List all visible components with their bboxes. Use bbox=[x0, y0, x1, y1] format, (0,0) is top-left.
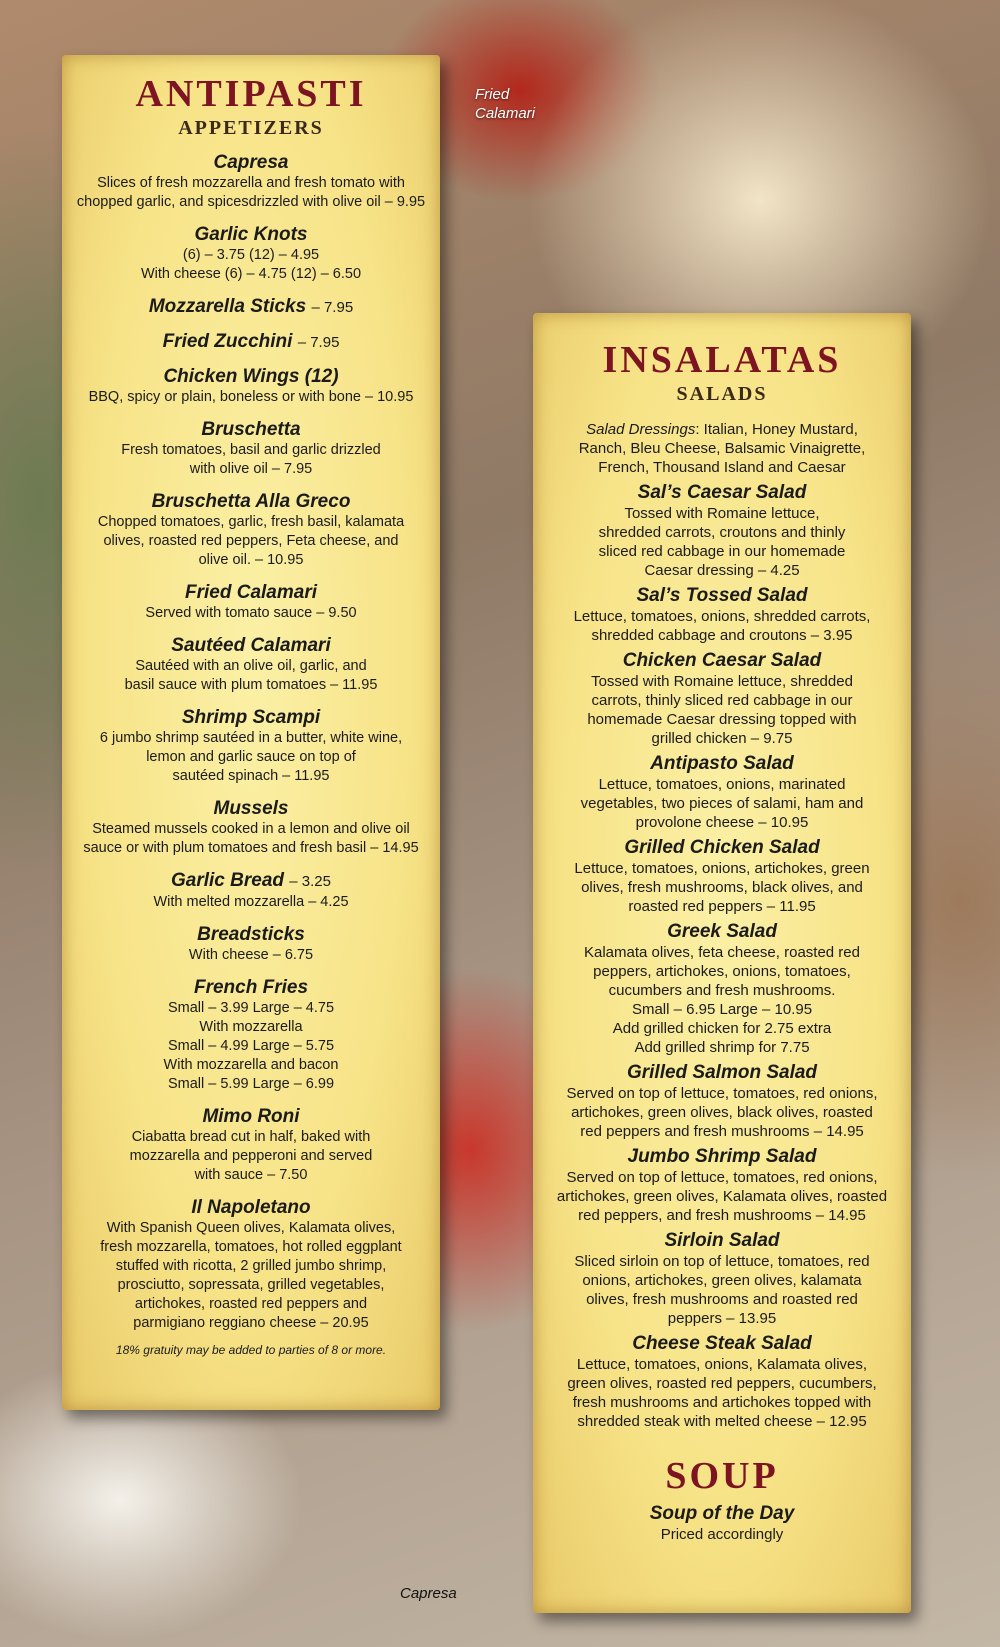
menu-item-description-line: peppers – 13.95 bbox=[667, 1310, 777, 1327]
menu-item-description-line: Sliced sirloin on top of lettuce, tomatoes, red bbox=[574, 1253, 870, 1270]
menu-item-description-line: Lettuce, tomatoes, onions, Kalamata olives, bbox=[576, 1356, 868, 1373]
calamari-photo-caption bbox=[475, 85, 535, 123]
gratuity-note: 18% gratuity may be added to parties of 8 or more. bbox=[115, 1343, 387, 1357]
menu-item-description-line: Fresh tomatoes, basil and garlic drizzled bbox=[121, 442, 381, 458]
menu-item-name-line bbox=[62, 1197, 440, 1219]
menu-item-description-line: artichokes, green olives, black olives, roasted bbox=[571, 1104, 873, 1121]
menu-item-name: Greek Salad bbox=[667, 921, 777, 942]
menu-item-description-line: Caesar dressing – 4.25 bbox=[644, 562, 800, 579]
menu-item-name-line bbox=[533, 650, 911, 672]
menu-item-description bbox=[62, 1128, 440, 1185]
menu-item-description-line: olives, fresh mushrooms, black olives, and bbox=[581, 879, 863, 896]
menu-item-description bbox=[533, 775, 911, 832]
menu-item-description-line: shredded carrots, croutons and thinly bbox=[598, 524, 846, 541]
menu-item-name: Grilled Salmon Salad bbox=[626, 1062, 818, 1083]
menu-item-name: Shrimp Scampi bbox=[181, 707, 321, 728]
menu-item-name-line bbox=[62, 224, 440, 246]
menu-item bbox=[62, 152, 440, 212]
menu-item-description-line: olives, roasted red peppers, Feta cheese, and bbox=[103, 533, 399, 549]
menu-item-description bbox=[62, 388, 440, 407]
dressings-label: Salad Dressings bbox=[586, 421, 696, 438]
menu-item-description-line: vegetables, two pieces of salami, ham and bbox=[580, 795, 864, 812]
menu-item-description-line: Ciabatta bread cut in half, baked with bbox=[131, 1129, 371, 1145]
menu-item bbox=[62, 707, 440, 786]
menu-item bbox=[533, 837, 911, 916]
menu-item-name: Bruschetta bbox=[201, 419, 301, 440]
menu-item-description-line: Tossed with Romaine lettuce, shredded bbox=[591, 673, 853, 690]
menu-item-name-line bbox=[533, 837, 911, 859]
menu-item-description bbox=[62, 513, 440, 570]
menu-item-description-line: Served with tomato sauce – 9.50 bbox=[145, 605, 357, 621]
menu-item-description-line: With mozzarella bbox=[199, 1019, 303, 1035]
menu-item-description-line: Small – 3.99 Large – 4.75 bbox=[167, 1000, 335, 1016]
menu-item-name-line bbox=[62, 1106, 440, 1128]
menu-item bbox=[62, 977, 440, 1094]
menu-item-name-line bbox=[533, 1146, 911, 1168]
menu-item-description-line: basil sauce with plum tomatoes – 11.95 bbox=[124, 677, 378, 693]
menu-item-name: Jumbo Shrimp Salad bbox=[627, 1146, 817, 1167]
menu-item-name-line bbox=[533, 585, 911, 607]
menu-item-description-line: Sautéed with an olive oil, garlic, and bbox=[135, 658, 367, 674]
menu-item-description bbox=[62, 820, 440, 858]
menu-item-description bbox=[533, 859, 911, 916]
menu-item-description-line: prosciutto, sopressata, grilled vegetables, bbox=[117, 1277, 385, 1293]
menu-item-description-line: onions, artichokes, green olives, kalamata bbox=[582, 1272, 862, 1289]
dressings-line: French, Thousand Island and Caesar bbox=[598, 459, 846, 476]
menu-item-name: Garlic Knots bbox=[194, 224, 308, 245]
menu-item-description-line: lemon and garlic sauce on top of bbox=[146, 749, 356, 765]
menu-item-price: – 7.95 bbox=[297, 334, 340, 351]
menu-item-name: Il Napoletano bbox=[191, 1197, 311, 1218]
menu-item-description-line: (6) – 3.75 (12) – 4.95 bbox=[182, 247, 320, 263]
menu-item-description-line: BBQ, spicy or plain, boneless or with bone – 10.95 bbox=[88, 389, 414, 405]
menu-item-description-line: sauce or with plum tomatoes and fresh basil – 14.95 bbox=[83, 840, 419, 856]
menu-item bbox=[62, 296, 440, 319]
menu-item bbox=[62, 419, 440, 479]
menu-item bbox=[62, 870, 440, 912]
menu-item bbox=[533, 585, 911, 645]
menu-item bbox=[62, 224, 440, 284]
menu-item-description bbox=[62, 999, 440, 1094]
menu-item-description-line: olive oil. – 10.95 bbox=[198, 552, 304, 568]
menu-item-name: Chicken Wings (12) bbox=[163, 366, 339, 387]
menu-item-name-line bbox=[62, 296, 440, 319]
menu-item-description-line: Add grilled chicken for 2.75 extra bbox=[612, 1020, 832, 1037]
menu-item bbox=[533, 753, 911, 832]
menu-item-description-line: peppers, artichokes, onions, tomatoes, bbox=[593, 963, 851, 980]
menu-item-description-line: fresh mozzarella, tomatoes, hot rolled eggplant bbox=[100, 1239, 402, 1255]
menu-item-name-line bbox=[533, 1230, 911, 1252]
menu-item bbox=[533, 1062, 911, 1141]
menu-item-name-line bbox=[62, 707, 440, 729]
menu-item-name-line bbox=[62, 635, 440, 657]
menu-item-description-line: Served on top of lettuce, tomatoes, red onions, bbox=[566, 1085, 878, 1102]
menu-item-description-line: Slices of fresh mozzarella and fresh tomato with bbox=[97, 175, 405, 191]
capresa-photo-caption: Capresa bbox=[400, 1585, 457, 1602]
menu-item-name: Breadsticks bbox=[197, 924, 305, 945]
menu-item-description-line: With mozzarella and bacon bbox=[163, 1057, 339, 1073]
menu-item-description-line: With Spanish Queen olives, Kalamata olives, bbox=[106, 1220, 396, 1236]
menu-item-description bbox=[62, 946, 440, 965]
menu-item-description-line: red peppers and fresh mushrooms – 14.95 bbox=[580, 1123, 864, 1140]
menu-item-price: – 3.25 bbox=[289, 873, 331, 890]
menu-item-description-line: red peppers, and fresh mushrooms – 14.95 bbox=[578, 1207, 866, 1224]
menu-item bbox=[62, 1106, 440, 1185]
menu-item-description-line: shredded steak with melted cheese – 12.95 bbox=[577, 1413, 867, 1430]
menu-item bbox=[62, 331, 440, 354]
menu-item-name-line bbox=[533, 482, 911, 504]
menu-item-name: Mozzarella Sticks bbox=[148, 296, 307, 317]
salad-dressings bbox=[533, 420, 911, 477]
insalatas-subtitle: SALADS bbox=[676, 383, 768, 405]
menu-item-description bbox=[62, 1219, 440, 1333]
menu-item-name: Antipasto Salad bbox=[650, 753, 794, 774]
menu-item-description-line: carrots, thinly sliced red cabbage in our bbox=[591, 692, 853, 709]
menu-item bbox=[533, 650, 911, 748]
menu-item-description-line: Small – 4.99 Large – 5.75 bbox=[167, 1038, 335, 1054]
menu-item-name: Capresa bbox=[213, 152, 289, 173]
menu-item-name-line bbox=[62, 870, 440, 893]
menu-item-description-line: with sauce – 7.50 bbox=[194, 1167, 308, 1183]
insalatas-title: INSALATAS bbox=[602, 339, 842, 381]
menu-item-description-line: Kalamata olives, feta cheese, roasted red bbox=[584, 944, 860, 961]
menu-item-description bbox=[62, 246, 440, 284]
menu-item-description bbox=[533, 1084, 911, 1141]
menu-item-description-line: grilled chicken – 9.75 bbox=[651, 730, 793, 747]
dressings-line: Ranch, Bleu Cheese, Balsamic Vinaigrette, bbox=[578, 440, 866, 457]
menu-item-description-line: 6 jumbo shrimp sautéed in a butter, white wine, bbox=[99, 730, 403, 746]
insalatas-items-list bbox=[533, 482, 911, 1431]
menu-item-name: Sal’s Caesar Salad bbox=[637, 482, 807, 503]
menu-item-description bbox=[62, 657, 440, 695]
menu-item-description-line: olives, fresh mushrooms and roasted red bbox=[586, 1291, 858, 1308]
menu-item-description-line: Served on top of lettuce, tomatoes, red onions, bbox=[566, 1169, 878, 1186]
menu-item-name: Mimo Roni bbox=[202, 1106, 300, 1127]
menu-item-description-line: Small – 6.95 Large – 10.95 bbox=[631, 1001, 813, 1018]
menu-item-name-line bbox=[62, 798, 440, 820]
menu-item-description-line: fresh mushrooms and artichokes topped with bbox=[572, 1394, 872, 1411]
menu-item-description-line: shredded cabbage and croutons – 3.95 bbox=[591, 627, 853, 644]
menu-item bbox=[533, 921, 911, 1057]
menu-item-name: Mussels bbox=[213, 798, 289, 819]
menu-item-name-line bbox=[533, 753, 911, 775]
menu-item-name-line bbox=[62, 366, 440, 388]
menu-item-name-line bbox=[62, 582, 440, 604]
menu-item bbox=[62, 1197, 440, 1333]
menu-item-description bbox=[533, 672, 911, 748]
menu-item-description-line: Lettuce, tomatoes, onions, shredded carrots, bbox=[573, 608, 871, 625]
menu-item-name: French Fries bbox=[193, 977, 309, 998]
antipasti-title: ANTIPASTI bbox=[135, 73, 367, 115]
menu-item-description bbox=[533, 1252, 911, 1328]
calamari-caption-line: Fried bbox=[475, 86, 510, 103]
menu-item-description-line: chopped garlic, and spicesdrizzled with olive oil – 9.95 bbox=[76, 194, 426, 210]
menu-item-description-line: green olives, roasted red peppers, cucumbers, bbox=[567, 1375, 877, 1392]
menu-item bbox=[533, 1230, 911, 1328]
menu-item-description-line: Lettuce, tomatoes, onions, marinated bbox=[598, 776, 846, 793]
menu-item-name: Sautéed Calamari bbox=[171, 635, 331, 656]
menu-item-description bbox=[533, 1168, 911, 1225]
soup-section bbox=[533, 1457, 911, 1544]
menu-item-description-line: with olive oil – 7.95 bbox=[189, 461, 313, 477]
menu-item-description bbox=[533, 943, 911, 1057]
menu-item-name-line bbox=[62, 331, 440, 354]
insalatas-panel bbox=[533, 313, 911, 1613]
menu-item-description bbox=[533, 607, 911, 645]
menu-item-name-line bbox=[62, 491, 440, 513]
menu-item-name: Fried Calamari bbox=[185, 582, 317, 603]
menu-item-description-line: homemade Caesar dressing topped with bbox=[587, 711, 857, 728]
menu-item-description-line: artichokes, green olives, Kalamata olives, roasted bbox=[556, 1188, 888, 1205]
menu-item-description-line: Chopped tomatoes, garlic, fresh basil, kalamata bbox=[97, 514, 405, 530]
menu-item-description bbox=[62, 729, 440, 786]
menu-item-name-line bbox=[533, 1062, 911, 1084]
menu-item-name: Sirloin Salad bbox=[664, 1230, 780, 1251]
menu-item-description-line: mozzarella and pepperoni and served bbox=[129, 1148, 373, 1164]
soup-item-desc: Priced accordingly bbox=[660, 1526, 784, 1543]
menu-item-description-line: Lettuce, tomatoes, onions, artichokes, green bbox=[574, 860, 870, 877]
menu-item bbox=[62, 924, 440, 965]
menu-item-description-line: Steamed mussels cooked in a lemon and olive oil bbox=[92, 821, 410, 837]
menu-item-description-line: Add grilled shrimp for 7.75 bbox=[634, 1039, 810, 1056]
menu-item-description-line: parmigiano reggiano cheese – 20.95 bbox=[133, 1315, 369, 1331]
menu-item bbox=[62, 582, 440, 623]
menu-item-description-line: stuffed with ricotta, 2 grilled jumbo shrimp, bbox=[115, 1258, 387, 1274]
menu-item-description-line: cucumbers and fresh mushrooms. bbox=[608, 982, 836, 999]
menu-item-name-line bbox=[533, 1333, 911, 1355]
menu-item-name: Garlic Bread bbox=[171, 870, 284, 891]
menu-item bbox=[62, 491, 440, 570]
menu-item-name-line bbox=[62, 977, 440, 999]
soup-title: SOUP bbox=[665, 1455, 779, 1497]
menu-item-description-line: Small – 5.99 Large – 6.99 bbox=[167, 1076, 335, 1092]
menu-item bbox=[533, 1146, 911, 1225]
menu-item bbox=[62, 635, 440, 695]
menu-item-description-line: With cheese (6) – 4.75 (12) – 6.50 bbox=[140, 266, 362, 282]
menu-item-description-line: roasted red peppers – 11.95 bbox=[628, 898, 816, 915]
menu-item-description-line: Tossed with Romaine lettuce, bbox=[624, 505, 820, 522]
menu-item-name: Fried Zucchini bbox=[162, 331, 293, 352]
menu-item-description bbox=[62, 174, 440, 212]
menu-item-name-line bbox=[533, 921, 911, 943]
menu-item-description-line: provolone cheese – 10.95 bbox=[635, 814, 809, 831]
menu-item-description bbox=[533, 504, 911, 580]
dressings-line: : Italian, Honey Mustard, bbox=[695, 421, 858, 438]
menu-item bbox=[62, 798, 440, 858]
menu-item-description-line: With melted mozzarella – 4.25 bbox=[153, 894, 349, 910]
menu-item-description-line: sliced red cabbage in our homemade bbox=[598, 543, 846, 560]
menu-item-description-line: With cheese – 6.75 bbox=[188, 947, 314, 963]
menu-item-description bbox=[62, 441, 440, 479]
menu-item-price: – 7.95 bbox=[311, 299, 354, 316]
menu-item-description bbox=[533, 1355, 911, 1431]
menu-item-name: Cheese Steak Salad bbox=[632, 1333, 812, 1354]
menu-item-name: Sal’s Tossed Salad bbox=[636, 585, 808, 606]
menu-item-name-line bbox=[62, 924, 440, 946]
menu-item-description-line: artichokes, roasted red peppers and bbox=[134, 1296, 368, 1312]
menu-item-name-line bbox=[62, 152, 440, 174]
soup-item-name: Soup of the Day bbox=[649, 1503, 795, 1524]
menu-item bbox=[533, 482, 911, 580]
calamari-caption-line: Calamari bbox=[475, 105, 536, 122]
menu-item-description-line: sautéed spinach – 11.95 bbox=[172, 768, 330, 784]
antipasti-items-list bbox=[62, 152, 440, 1333]
menu-item bbox=[62, 366, 440, 407]
antipasti-panel bbox=[62, 55, 440, 1410]
antipasti-subtitle: APPETIZERS bbox=[178, 117, 324, 139]
menu-item-name: Chicken Caesar Salad bbox=[622, 650, 822, 671]
menu-item-description bbox=[62, 604, 440, 623]
menu-item-name: Grilled Chicken Salad bbox=[624, 837, 820, 858]
menu-item-name-line bbox=[62, 419, 440, 441]
menu-item-name: Bruschetta Alla Greco bbox=[151, 491, 351, 512]
menu-item bbox=[533, 1333, 911, 1431]
menu-item-description bbox=[62, 893, 440, 912]
